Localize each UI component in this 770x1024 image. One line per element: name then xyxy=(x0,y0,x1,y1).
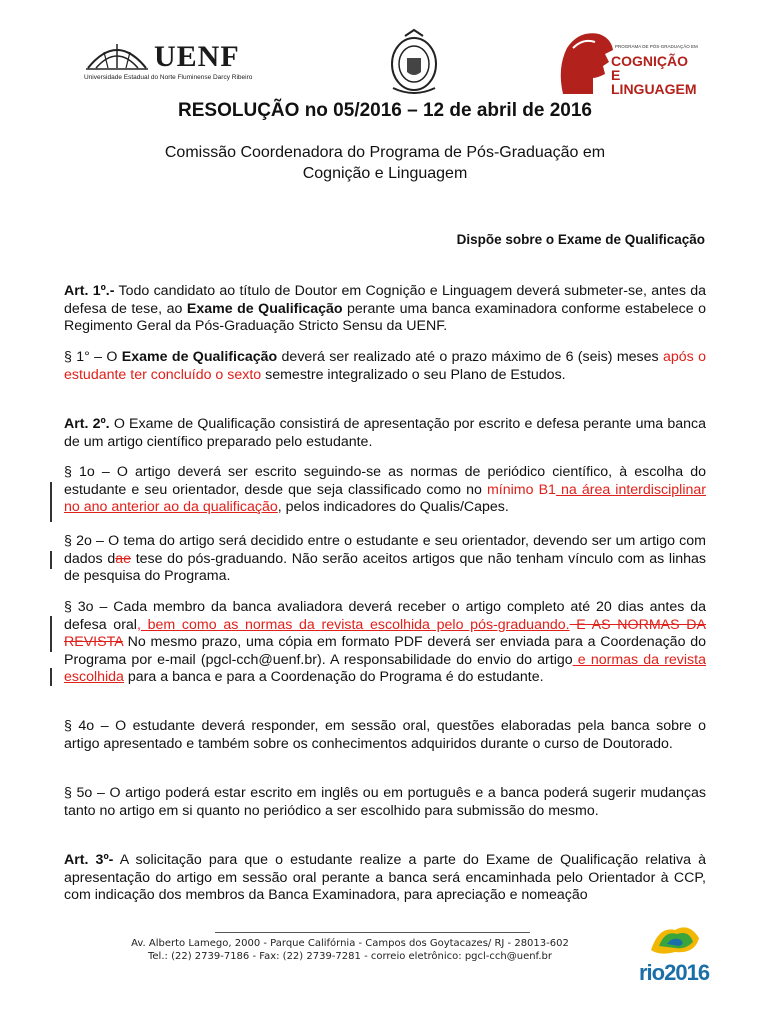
article-2-paragraph-4 xyxy=(64,718,706,753)
program-small-label: PROGRAMA DE PÓS-GRADUAÇÃO EM xyxy=(615,44,698,49)
article-3-label: Art. 3º- xyxy=(64,852,114,868)
subtitle-line2: Cognição e Linguagem xyxy=(302,165,468,182)
a2p1-text: § 1o – O artigo deverá ser escrito seguindo-se as normas de periódico científico, à escolha do estudante e seu orientador, desde que seja classificado como no xyxy=(64,464,706,498)
subtitle-line1: Comissão Coordenadora do Programa de Pós-Graduação em xyxy=(164,144,606,161)
article-1-label: Art. 1º.- xyxy=(64,283,115,299)
program-title xyxy=(611,54,697,96)
program-title-line1: COGNIÇÃO E xyxy=(611,53,688,83)
article-1-bold: Exame de Qualificação xyxy=(186,300,343,317)
revision-bar xyxy=(50,668,52,686)
a2p3-insertion: , bem como as normas da revista escolhida pelo pós-graduando. xyxy=(136,616,570,633)
dispoe-heading: Dispõe sobre o Exame de Qualificação xyxy=(456,232,705,247)
rio2016-logo xyxy=(637,920,717,990)
a2p5-text: § 5o – O artigo poderá estar escrito em inglês ou em português e a banca poderá sugerir mudanças tanto no artigo em si quanto no periódico a ser escolhido para submissão do mesmo. xyxy=(64,785,706,819)
article-3-text: A solicitação para que o estudante realize a parte do Exame de Qualificação relativa à apresentação do artigo em sessão oral perante a banca será encaminhada pelo Orientador à CCP, com indicação dos membros da Banca Examinadora, para apreciação e nomeação xyxy=(64,852,707,903)
program-logo xyxy=(553,28,698,98)
article-1-text: Todo candidato ao título de Doutor em Cognição e Linguagem deverá submeter-se, antes da defesa de tese, ao xyxy=(64,283,707,317)
a2p3-text2: No mesmo prazo, uma cópia em formato PDF deverá ser enviada para a Coordenação do Programa por e-mail (pgcl-cch@uenf.br). A responsabilidade do envio do artigo xyxy=(64,634,706,668)
article-2-paragraph-3 xyxy=(64,599,706,687)
a2p1-revision: mínimo B1 xyxy=(486,481,556,498)
resolution-title: RESOLUÇÃO no 05/2016 – 12 de abril de 2016 xyxy=(178,100,592,121)
a2p1-insertion: na área interdisciplinar no ano anterior ao da qualificação xyxy=(64,481,706,515)
article-2-paragraph-2 xyxy=(64,533,706,586)
a2p3-deletion: E AS NORMAS DA REVISTA xyxy=(64,616,706,650)
coat-of-arms-icon xyxy=(385,28,443,98)
program-title-line2: LINGUAGEM xyxy=(611,81,697,97)
footer-address: Av. Alberto Lamego, 2000 - Parque Califórnia - Campos dos Goytacazes/ RJ - 28013-602 xyxy=(131,938,569,949)
footer-rule xyxy=(215,932,530,933)
article-3 xyxy=(64,852,706,905)
rio2016-emblem-icon xyxy=(645,920,705,958)
article-2-label: Art. 2º. xyxy=(64,416,110,432)
article-2 xyxy=(64,416,706,451)
a2p3-text: § 3o – Cada membro da banca avaliadora deverá receber o artigo completo até 20 dias antes da defesa oral xyxy=(64,599,706,633)
uenf-logo xyxy=(84,38,264,86)
article-2-paragraph-1 xyxy=(64,464,706,517)
subtitle xyxy=(100,142,670,184)
article-1-paragraph-1 xyxy=(64,349,706,384)
a2p2-deletion: ae xyxy=(115,550,132,567)
uenf-full-name: Universidade Estadual do Norte Fluminense Darcy Ribeiro xyxy=(84,74,253,81)
a1p1-text3: semestre integralizado o seu Plano de Estudos. xyxy=(261,366,566,383)
uenf-name: UENF xyxy=(154,40,240,73)
a2p1-text2: , pelos indicadores do Qualis/Capes. xyxy=(277,499,509,515)
footer-contact: Tel.: (22) 2739-7186 - Fax: (22) 2739-7281 - correio eletrônico: pgcl-cch@uenf.br xyxy=(148,951,552,962)
a2p2-text: § 2o – O tema do artigo será decidido entre o estudante e seu orientador, devendo ser um artigo com dados d xyxy=(64,533,706,567)
a2p2-text2: tese do pós-graduando. Não serão aceitos artigos que não tenham vínculo com as linhas de pesquisa do Programa. xyxy=(64,550,706,584)
a1p1-text2: deverá ser realizado até o prazo máximo de 6 (seis) meses xyxy=(277,349,663,365)
a1p1-revision: após o estudante ter concluído o sexto xyxy=(64,349,706,383)
a1p1-bold: Exame de Qualificação xyxy=(121,349,278,365)
article-1-text-end: perante uma banca examinadora conforme estabelece o Regimento Geral da Pós-Graduação Stricto Sensu da UENF. xyxy=(64,300,706,334)
a2p3-insertion-2: e normas da revista escolhida xyxy=(64,651,706,685)
revision-bar xyxy=(50,551,52,569)
rio2016-text: rio2016 xyxy=(639,960,710,985)
article-1 xyxy=(64,283,706,336)
article-2-text: O Exame de Qualificação consistirá de apresentação por escrito e defesa perante uma banca de um artigo científico preparado pelo estudante. xyxy=(64,416,707,450)
a2p3-text3: para a banca e para a Coordenação do Programa é do estudante. xyxy=(123,669,544,685)
a2p4-text: § 4o – O estudante deverá responder, em sessão oral, questões elaboradas pela banca sobre o artigo apresentado e também sobre os conhecimentos adquiridos durante o curso de Doutorado. xyxy=(64,718,706,752)
revision-bar xyxy=(50,482,52,522)
article-2-paragraph-5 xyxy=(64,785,706,820)
a1p1-text: § 1° – O xyxy=(64,349,122,365)
revision-bar xyxy=(50,616,52,652)
uenf-emblem-icon xyxy=(84,38,150,72)
